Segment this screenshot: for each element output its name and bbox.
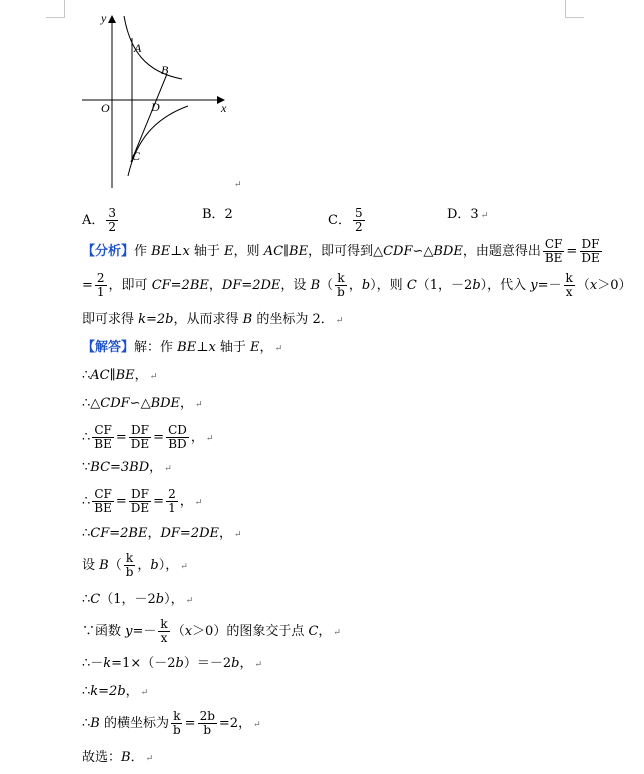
label-b: B bbox=[161, 63, 169, 77]
label-x: x bbox=[221, 101, 227, 115]
answer-options bbox=[82, 198, 562, 232]
solution-line-4: ∴ $\frac{CF}{BE}$ = $\frac{DF}{DE}$ = $\frac{CD}{BD}$ ， ↵ bbox=[82, 423, 214, 451]
solution-line-3: ∴△CDF∽△BDE， ↵ bbox=[82, 396, 203, 411]
label-o: O bbox=[101, 101, 110, 115]
label-d: D bbox=[151, 100, 160, 114]
option-b[interactable]: B．2 bbox=[202, 207, 233, 222]
solution-line-12: ∴k=2b， ↵ bbox=[82, 684, 149, 699]
solution-line-5: ∵BC=3BD， ↵ bbox=[82, 460, 172, 475]
analysis-line-3: 即可求得 k=2b，从而求得 B 的坐标为 2． ↵ bbox=[82, 312, 344, 327]
solution-line-11: ∴－k=1×（－2b）＝－2b， ↵ bbox=[82, 656, 262, 671]
return-mark: ↵ bbox=[234, 180, 242, 190]
solution-line-6: ∴ $\frac{CF}{BE}$ = $\frac{DF}{DE}$ = $\frac{2}{1}$ ， ↵ bbox=[82, 487, 203, 515]
analysis-line-2: = $\frac{2}{1}$ ，即可 CF=2BE，DF=2DE，设 B（ $\frac{k}{b}$ ，b），则 C（1，－2b），代入 y=－ $\frac{k}{x}$ （x＞0） bbox=[82, 271, 632, 299]
analysis-line-1: 【分析】作 BE⊥x 轴于 E，则 AC∥BE，即可得到△CDF∽△BDE，由题意得出 $\frac{CF}{BE}$ = $\frac{DF}{DE}$ bbox=[82, 237, 600, 265]
solution-line-8: 设 B（ $\frac{k}{b}$ ，b）， ↵ bbox=[82, 551, 188, 579]
option-d[interactable]: D．3 ↵ bbox=[447, 207, 489, 222]
solution-line-10: ∵函数 y=－ $\frac{k}{x}$ （x＞0）的图象交于点 C， ↵ bbox=[82, 617, 341, 645]
option-a[interactable]: A． $\frac{3}{2}$ bbox=[82, 206, 117, 234]
solution-line-13: ∴B 的横坐标为 $\frac{k}{b}$ = $\frac{2b}{b}$ =2， ↵ bbox=[82, 709, 261, 737]
coordinate-figure bbox=[0, 0, 644, 200]
solution-tag: 【解答】 bbox=[82, 340, 135, 355]
solution-line-9: ∴C（1，－2b）， ↵ bbox=[82, 592, 194, 607]
option-c[interactable]: C． $\frac{5}{2}$ bbox=[328, 206, 363, 234]
analysis-tag: 【分析】 bbox=[82, 244, 135, 259]
solution-line-1: 【解答】解：作 BE⊥x 轴于 E， ↵ bbox=[82, 340, 283, 355]
label-a: A bbox=[134, 41, 142, 55]
label-y: y bbox=[101, 11, 107, 25]
lower-hyperbola bbox=[128, 106, 188, 176]
label-c: C bbox=[132, 149, 141, 163]
solution-line-2: ∴AC∥BE， ↵ bbox=[82, 368, 158, 383]
solution-line-7: ∴CF=2BE，DF=2DE， ↵ bbox=[82, 526, 242, 541]
solution-line-14: 故选：B． ↵ bbox=[82, 750, 154, 765]
upper-hyperbola bbox=[124, 16, 182, 79]
